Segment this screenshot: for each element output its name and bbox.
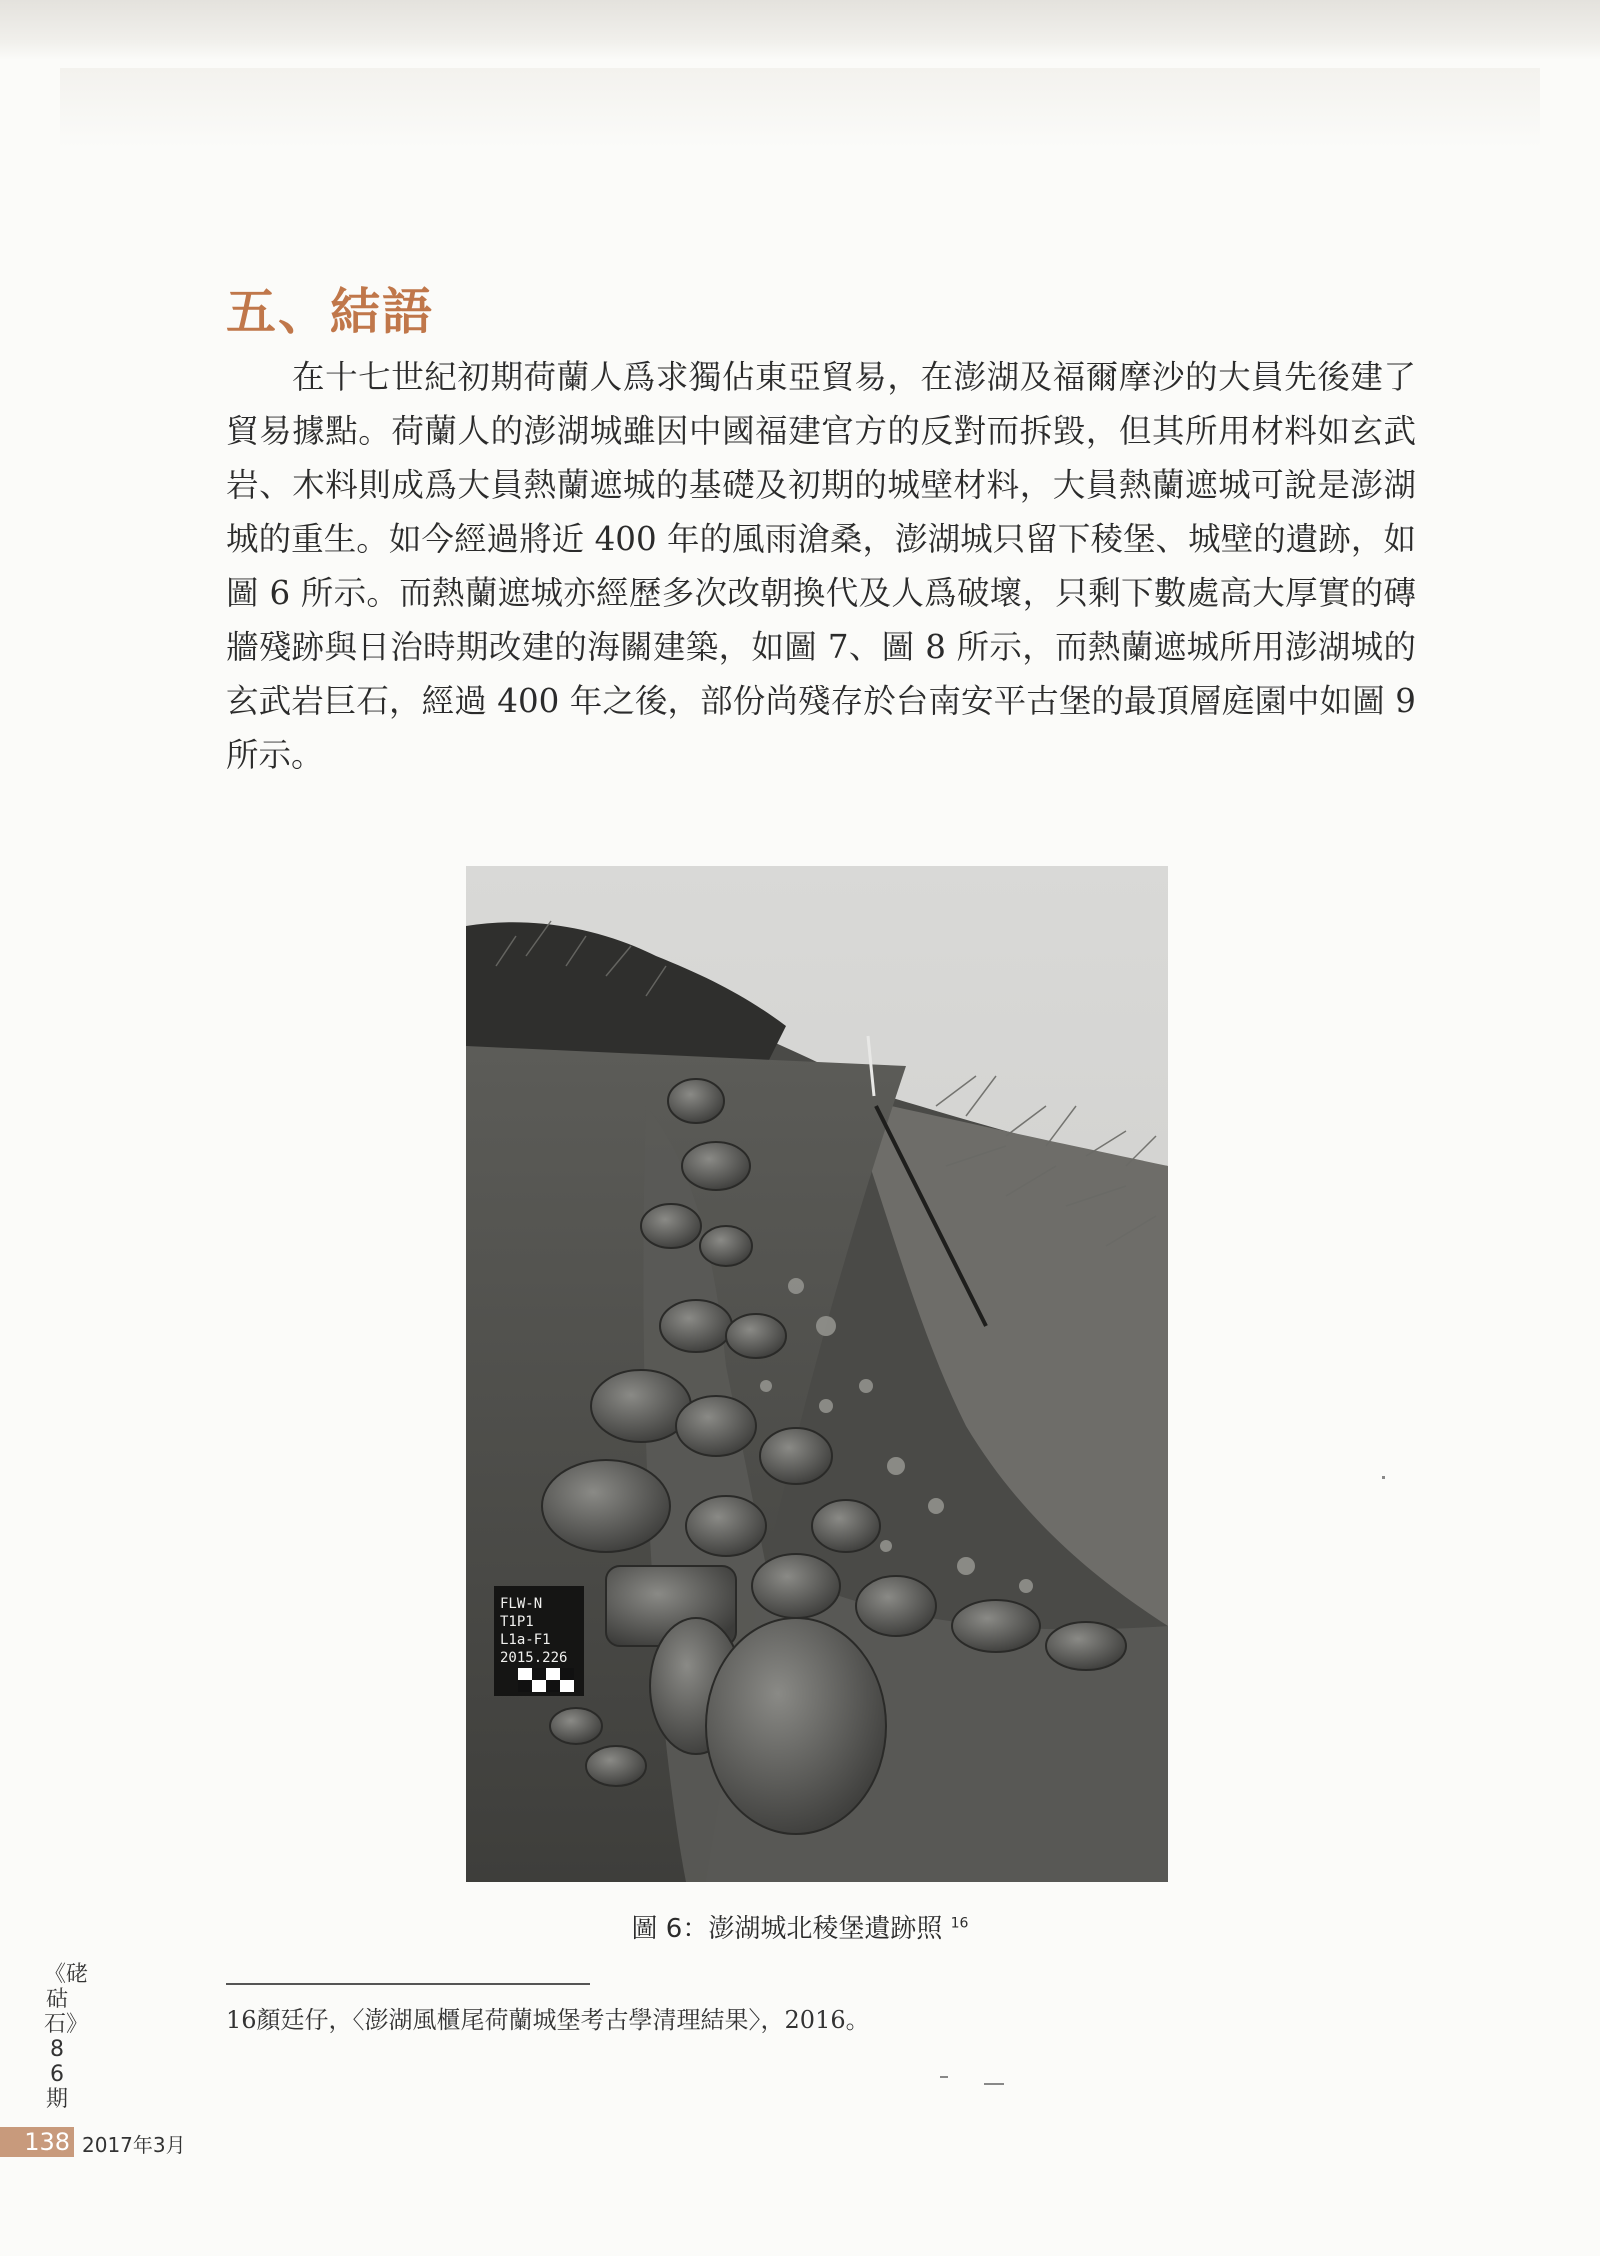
footnote-16: 16顏廷仔，〈澎湖風櫃尾荷蘭城堡考古學清理結果〉，2016。 [226, 2006, 870, 2034]
photo-scale-bar [518, 1668, 574, 1692]
scan-speck [1382, 1476, 1385, 1479]
figure-caption [0, 1908, 1600, 1945]
footnote-divider [226, 1983, 590, 1985]
scan-top-gradient [60, 68, 1540, 148]
journal-side-label: 《硓𥑮石》86期 [44, 1962, 89, 2112]
scan-top-shadow [0, 0, 1600, 60]
scan-speck [940, 2076, 948, 2078]
photo-label-line2: T1P1 [500, 1614, 534, 1630]
body-paragraph: 在十七世紀初期荷蘭人爲求獨佔東亞貿易，在澎湖及福爾摩沙的大員先後建了貿易據點。荷蘭人的澎湖城雖因中國福建官方的反對而拆毀，但其所用材料如玄武岩、木料則成爲大員熱蘭遮城的基礎及初期的城壁材料，大員熱蘭遮城可說是澎湖城的重生。如今經過將近 400 年的風雨滄桑，澎湖城只留下稜堡、城壁的遺跡，如圖 6 所示。而熱蘭遮城亦經歷多次改朝換代及人爲破壞，只剩下數處高大厚實的磚牆殘跡與日治時期改建的海關建築，如圖 7、圖 8 所示，而熱蘭遮城所用澎湖城的玄武岩巨石，經過 400 年之後，部份尚殘存於台南安平古堡的最頂層庭園中如圖 9 所示。 [226, 358, 1416, 774]
figure-caption-text: 圖 6：澎湖城北稜堡遺跡照 [631, 1914, 943, 1944]
figure-photo [466, 866, 1168, 1882]
ruins-photo-illustration [466, 866, 1168, 1882]
issue-date: 2017年3月 [82, 2133, 186, 2157]
photo-label-line1: FLW-N [500, 1596, 543, 1612]
photo-label-line4: 2015.226 [500, 1650, 568, 1666]
page-number: 138 [0, 2127, 74, 2157]
photo-label-line3: L1a-F1 [500, 1632, 551, 1648]
figure-caption-footnote-ref: 16 [950, 1915, 969, 1932]
scan-speck [984, 2083, 1004, 2085]
section-heading: 五、結語 [226, 283, 434, 341]
